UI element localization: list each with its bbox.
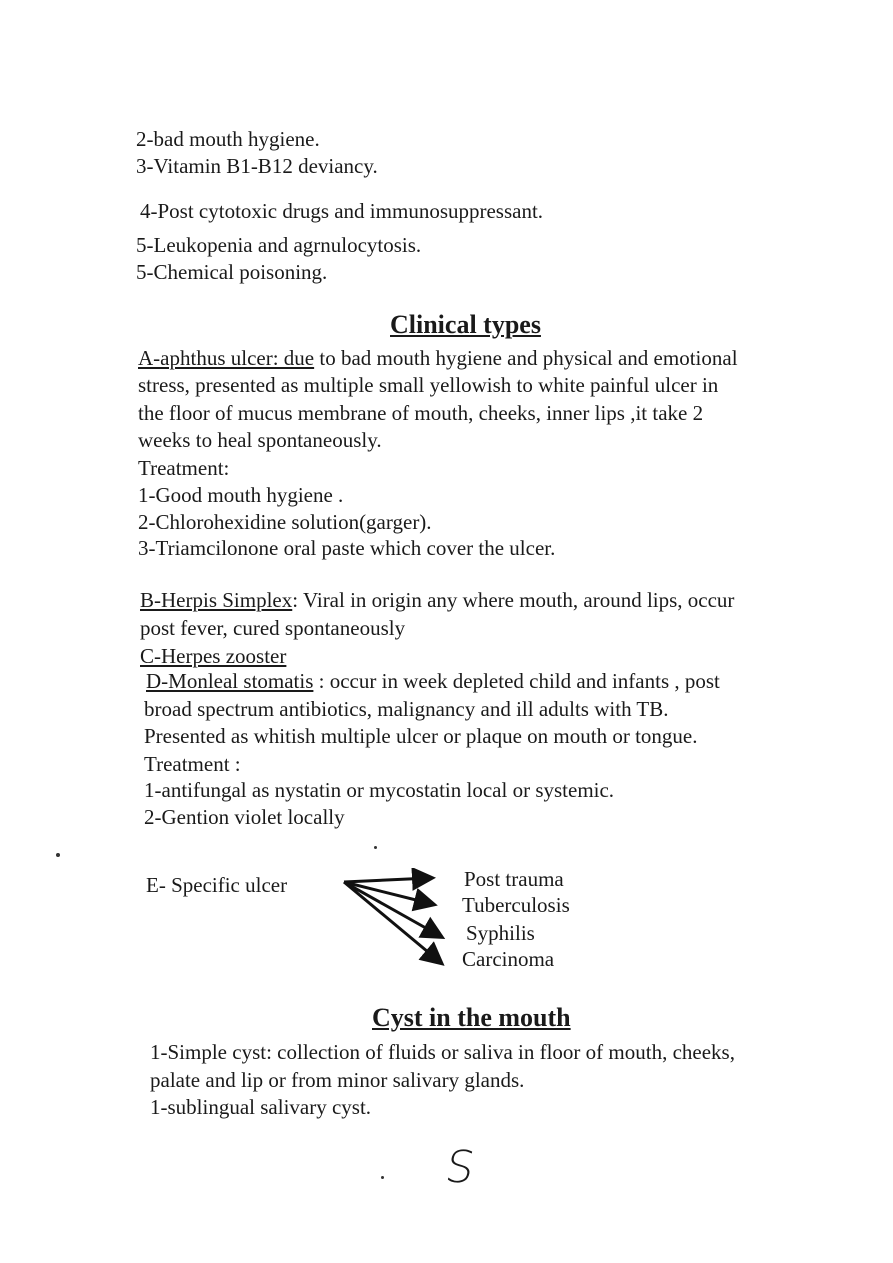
monileal-line-3: Presented as whitish multiple ulcer or plaque on mouth or tongue.: [144, 724, 698, 748]
arrow-syphilis: [344, 882, 440, 936]
monileal-line-1-text: : occur in week depleted child and infants , post: [313, 669, 720, 693]
zooster-line: [140, 643, 286, 669]
herpis-line-1: [140, 587, 734, 613]
herpis-line-2: post fever, cured spontaneously: [140, 616, 406, 640]
cyst-line-3: 1-sublingual salivary cyst.: [150, 1095, 372, 1119]
specific-cause-post-trauma: Post trauma: [464, 867, 564, 891]
arrow-post-trauma: [344, 878, 430, 882]
aphthus-treatment-3: 3-Triamcilonone oral paste which cover the ulcer.: [138, 536, 556, 560]
monileal-treatment-label: Treatment :: [144, 752, 241, 776]
specific-cause-tuberculosis: Tuberculosis: [462, 893, 570, 917]
aphthus-line-2: stress, presented as multiple small yellowish to white painful ulcer in: [138, 373, 719, 397]
aphthus-treatment-label: Treatment:: [138, 456, 230, 480]
aphthus-treatment-1: 1-Good mouth hygiene .: [138, 483, 344, 507]
monileal-line-2: broad spectrum antibiotics, malignancy and ill adults with TB.: [144, 697, 669, 721]
zooster-label: C-Herpes zooster: [140, 644, 287, 668]
aphthus-line-1: [138, 345, 738, 371]
specific-cause-carcinoma: Carcinoma: [462, 947, 555, 971]
aphthus-label: A-aphthus ulcer: due: [138, 346, 315, 370]
cyst-heading: Cyst in the mouth: [372, 1003, 571, 1032]
cyst-line-2: palate and lip or from minor salivary glands.: [150, 1068, 525, 1092]
herpis-label: B-Herpis Simplex: [140, 588, 293, 612]
scan-speck: [374, 846, 377, 849]
aphthus-line-1-text: to bad mouth hygiene and physical and emotional: [314, 346, 738, 370]
monileal-treatment-2: 2-Gention violet locally: [144, 805, 345, 829]
aphthus-treatment-2: 2-Chlorohexidine solution(garger).: [138, 510, 432, 534]
specific-cause-syphilis: Syphilis: [466, 921, 535, 945]
scan-speck: [381, 1176, 384, 1179]
cause-item-5b: 5-Chemical poisoning.: [136, 260, 328, 284]
cause-item-4: 4-Post cytotoxic drugs and immunosuppressant.: [140, 199, 544, 223]
aphthus-line-4: weeks to heal spontaneously.: [138, 428, 382, 452]
monileal-line-1: [146, 668, 720, 694]
cause-item-5a: 5-Leukopenia and agrnulocytosis.: [136, 233, 422, 257]
monileal-label: D-Monleal stomatis: [146, 669, 314, 693]
herpis-line-1-text: : Viral in origin any where mouth, around lips, occur: [292, 588, 735, 612]
monileal-treatment-1: 1-antifungal as nystatin or mycostatin local or systemic.: [144, 778, 615, 802]
aphthus-line-3: the floor of mucus membrane of mouth, cheeks, inner lips ,it take 2: [138, 401, 704, 425]
scan-speck: [56, 853, 60, 857]
cause-item-3: 3-Vitamin B1-B12 deviancy.: [136, 154, 378, 178]
cyst-line-1: 1-Simple cyst: collection of fluids or saliva in floor of mouth, cheeks,: [150, 1040, 735, 1064]
page-number: S: [441, 1142, 479, 1193]
specific-ulcer-arrows: [340, 868, 450, 968]
specific-ulcer-label: E- Specific ulcer: [146, 873, 288, 897]
clinical-types-heading: Clinical types: [390, 310, 541, 339]
cause-item-2: 2-bad mouth hygiene.: [136, 127, 320, 151]
